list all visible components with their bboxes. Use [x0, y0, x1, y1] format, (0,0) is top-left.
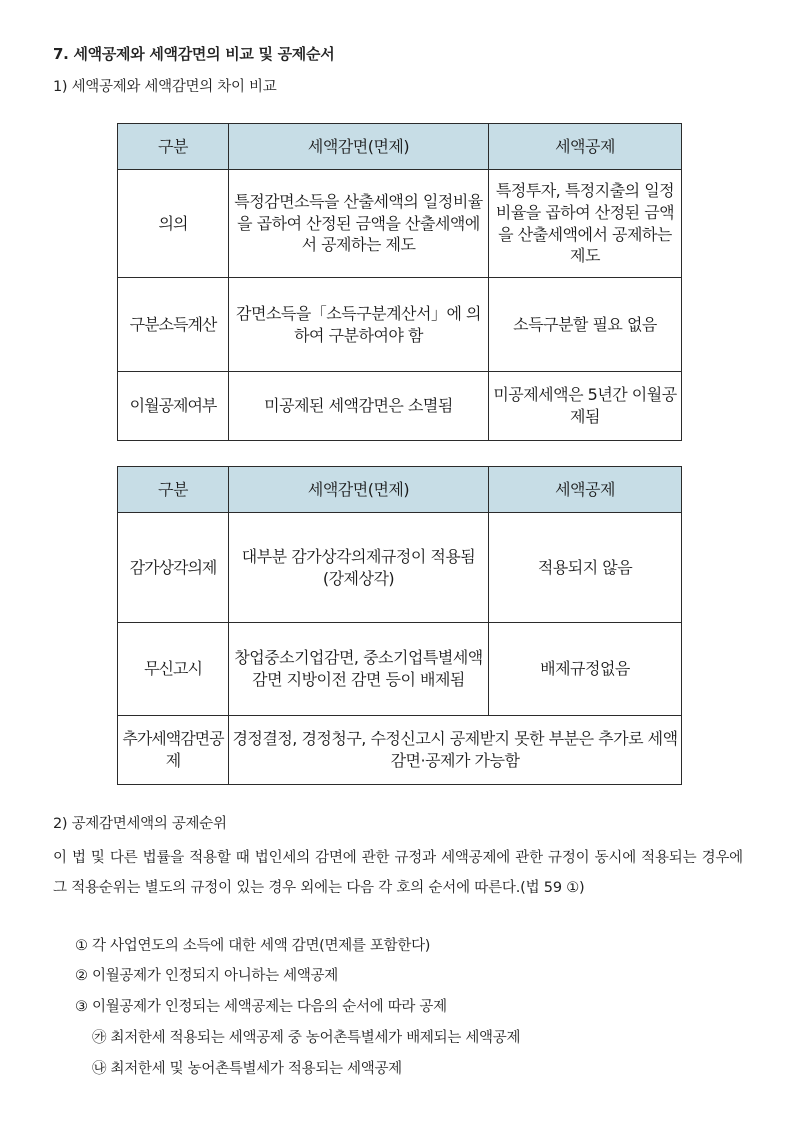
list-item: ① 각 사업연도의 소득에 대한 세액 감면(면제를 포함한다): [75, 938, 431, 954]
table-header-row: [118, 124, 682, 170]
cell-credit: 적용되지 않음: [489, 513, 682, 623]
body-paragraph: 이 법 및 다른 법률을 적용할 때 법인세의 감면에 관한 규정과 세액공제에 관한 규정이 동시에 적용되는 경우에 그 적용순위는 별도의 규정이 있는 경우 외에는 다음 각 호의 순서에 따른다.(법 59 ①): [53, 850, 743, 896]
comparison-table-2: [117, 466, 682, 785]
cell-reduction: 창업중소기업감면, 중소기업특별세액감면 지방이전 감면 등이 배제됨: [229, 623, 489, 716]
header-tax-reduction: 세액감면(면제): [229, 124, 489, 170]
sub-list-item: ㉯ 최저한세 및 농어촌특별세가 적용되는 세액공제: [92, 1061, 402, 1077]
cell-reduction: 미공제된 세액감면은 소멸됨: [229, 372, 489, 441]
cell-reduction: 대부분 감가상각의제규정이 적용됨(강제상각): [229, 513, 489, 623]
cell-reduction: 특정감면소득을 산출세액의 일정비율을 곱하여 산정된 금액을 산출세액에서 공제하는 제도: [229, 170, 489, 278]
table-header-row: [118, 467, 682, 513]
cell-credit: 배제규정없음: [489, 623, 682, 716]
cell-credit: 특정투자, 특정지출의 일정비율을 곱하여 산정된 금액을 산출세액에서 공제하는 제도: [489, 170, 682, 278]
table-row: [118, 623, 682, 716]
row-label: 무신고시: [118, 623, 229, 716]
row-label: 구분소득계산: [118, 278, 229, 372]
row-label: 의의: [118, 170, 229, 278]
table-row: [118, 372, 682, 441]
section-title: 7. 세액공제와 세액감면의 비교 및 공제순서: [53, 45, 335, 63]
comparison-table-1: [117, 123, 682, 441]
list-item: ② 이월공제가 인정되지 아니하는 세액공제: [75, 968, 338, 984]
header-tax-credit: 세액공제: [489, 124, 682, 170]
row-label: 이월공제여부: [118, 372, 229, 441]
sub-list-item: ㉮ 최저한세 적용되는 세액공제 중 농어촌특별세가 배제되는 세액공제: [92, 1030, 521, 1046]
table-row: [118, 170, 682, 278]
subsection-title-order: 2) 공제감면세액의 공제순위: [53, 816, 227, 832]
cell-merged: 경정결정, 경정청구, 수정신고시 공제받지 못한 부분은 추가로 세액감면·공제가 가능함: [229, 716, 682, 785]
header-category: 구분: [118, 124, 229, 170]
row-label: 추가세액감면공제: [118, 716, 229, 785]
table-row: [118, 716, 682, 785]
cell-reduction: 감면소득을「소득구분계산서」에 의하여 구분하여야 함: [229, 278, 489, 372]
header-tax-credit: 세액공제: [489, 467, 682, 513]
header-category: 구분: [118, 467, 229, 513]
table-row: [118, 513, 682, 623]
cell-credit: 소득구분할 필요 없음: [489, 278, 682, 372]
cell-credit: 미공제세액은 5년간 이월공제됨: [489, 372, 682, 441]
table-row: [118, 278, 682, 372]
subsection-title-comparison: 1) 세액공제와 세액감면의 차이 비교: [53, 79, 277, 95]
list-item: ③ 이월공제가 인정되는 세액공제는 다음의 순서에 따라 공제: [75, 999, 447, 1015]
row-label: 감가상각의제: [118, 513, 229, 623]
header-tax-reduction: 세액감면(면제): [229, 467, 489, 513]
